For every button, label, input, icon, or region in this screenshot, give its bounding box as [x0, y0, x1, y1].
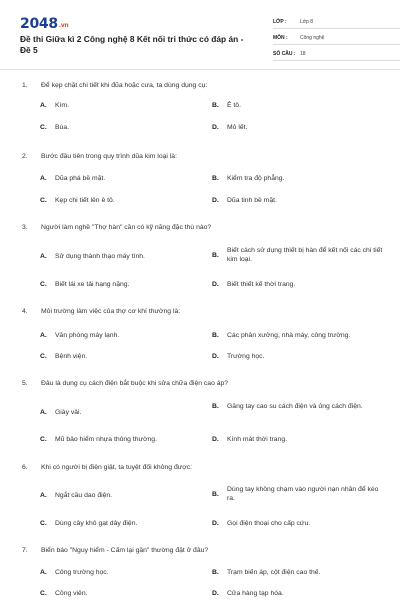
- option-letter: D.: [212, 520, 219, 527]
- option-d[interactable]: [212, 435, 387, 444]
- meta-value: Lớp 8: [300, 18, 314, 25]
- option-text: Biết thiết kế thời trang.: [227, 281, 296, 288]
- option-text: Ê tô.: [227, 102, 241, 109]
- option-d[interactable]: [212, 352, 387, 361]
- option-letter: C.: [40, 281, 47, 288]
- exam-meta: [273, 15, 400, 63]
- option-letter: A.: [40, 569, 47, 576]
- question-text: Người làm nghề "Thợ hàn" cần có kỹ năng đặc thù nào?: [41, 224, 212, 231]
- exam-title: Đề thi Giữa kì 2 Công nghệ 8 Kết nối tri thức có đáp án - Đề 5: [20, 34, 244, 55]
- option-letter: D.: [212, 353, 219, 360]
- option-letter: C.: [40, 197, 47, 204]
- option-letter: C.: [40, 520, 47, 527]
- option-a[interactable]: [40, 252, 145, 261]
- option-b[interactable]: [212, 174, 387, 183]
- option-c[interactable]: [40, 352, 87, 361]
- option-text: Găng tay cao su cách điện và ủng cách điện.: [227, 403, 363, 410]
- question-number: 2.: [22, 153, 28, 160]
- option-d[interactable]: [212, 123, 387, 132]
- question-number: 1.: [22, 82, 28, 89]
- option-text: Dùng tay không chạm vào người nạn nhân để kéo ra.: [227, 486, 379, 502]
- option-letter: B.: [212, 102, 219, 109]
- meta-key: LỚP :: [273, 18, 287, 25]
- option-a[interactable]: [40, 408, 81, 417]
- option-text: Dũa tinh bề mặt.: [227, 197, 277, 204]
- option-text: Kẹp chi tiết lên ê tô.: [55, 197, 115, 204]
- question-stem: [22, 81, 382, 91]
- option-c[interactable]: [40, 519, 137, 528]
- option-letter: B.: [212, 403, 219, 410]
- option-letter: C.: [40, 590, 47, 597]
- option-letter: B.: [212, 332, 219, 339]
- option-text: Búa.: [55, 124, 69, 131]
- option-text: Ngắt cầu dao điện.: [55, 492, 113, 499]
- option-text: Kính mát thời trang.: [227, 436, 287, 443]
- option-a[interactable]: [40, 568, 109, 577]
- question-3: [22, 223, 382, 293]
- option-letter: B.: [212, 251, 219, 259]
- meta-row-class: [273, 15, 400, 29]
- option-letter: A.: [40, 175, 47, 182]
- option-text: Gọi điện thoại cho cấp cứu.: [227, 520, 311, 527]
- option-b[interactable]: [212, 402, 387, 411]
- option-text: Bệnh viện.: [55, 353, 88, 360]
- option-letter: A.: [40, 332, 47, 339]
- option-letter: C.: [40, 124, 47, 131]
- option-text: Công trường học.: [55, 569, 109, 576]
- logo-main: 2048: [20, 16, 58, 32]
- question-number: 3.: [22, 224, 28, 231]
- option-letter: C.: [40, 353, 47, 360]
- question-stem: [22, 223, 382, 233]
- option-c[interactable]: [40, 123, 69, 132]
- option-b[interactable]: [212, 568, 387, 577]
- option-c[interactable]: [40, 280, 129, 289]
- question-1: [22, 81, 382, 141]
- option-text: Các phân xưởng, nhà máy, công trường.: [227, 332, 351, 339]
- option-letter: D.: [212, 281, 219, 288]
- option-c[interactable]: [40, 196, 115, 205]
- question-5: [22, 379, 382, 449]
- option-a[interactable]: [40, 174, 105, 183]
- option-b[interactable]: [212, 101, 387, 110]
- question-text: Biển báo "Nguy hiểm - Cấm lại gần" thường đặt ở đâu?: [41, 547, 209, 554]
- option-b[interactable]: [212, 246, 387, 264]
- question-stem: [22, 463, 382, 473]
- header-divider: [0, 69, 400, 70]
- option-d[interactable]: [212, 280, 387, 289]
- question-stem: [22, 152, 382, 162]
- option-letter: B.: [212, 569, 219, 576]
- meta-row-subject: [273, 31, 400, 45]
- option-letter: D.: [212, 124, 219, 131]
- option-letter: A.: [40, 492, 47, 499]
- option-text: Kìm.: [55, 102, 69, 109]
- question-text: Khi có người bị điện giật, ta tuyệt đối không được:: [41, 464, 193, 471]
- logo-tld: .vn: [58, 22, 69, 29]
- question-number: 6.: [22, 464, 28, 471]
- question-4: [22, 307, 382, 367]
- question-stem: [22, 546, 382, 556]
- option-letter: A.: [40, 409, 47, 416]
- meta-key: SỐ CÂU :: [273, 50, 296, 57]
- option-c[interactable]: [40, 435, 157, 444]
- option-c[interactable]: [40, 589, 88, 598]
- option-text: Dùng cây khô gạt dây điện.: [55, 520, 138, 527]
- meta-row-count: [273, 47, 400, 61]
- question-2: [22, 152, 382, 212]
- option-letter: D.: [212, 436, 219, 443]
- question-number: 7.: [22, 547, 28, 554]
- option-d[interactable]: [212, 589, 387, 598]
- exam-header: [20, 12, 380, 72]
- question-stem: [22, 379, 382, 389]
- meta-value: 18: [300, 50, 306, 57]
- question-number: 4.: [22, 308, 28, 315]
- option-text: Dũa phá bề mặt.: [55, 175, 106, 182]
- option-letter: D.: [212, 197, 219, 204]
- option-letter: A.: [40, 102, 47, 109]
- option-b[interactable]: [212, 331, 387, 340]
- option-text: Kiểm tra độ phẳng.: [227, 175, 285, 182]
- option-text: Công viên.: [55, 590, 88, 597]
- option-text: Mũ bảo hiểm nhựa thông thường.: [55, 436, 157, 443]
- question-text: Bước đầu tiên trong quy trình dũa kim loại là:: [41, 153, 177, 160]
- option-b[interactable]: [212, 485, 387, 503]
- question-number: 5.: [22, 380, 28, 387]
- option-d[interactable]: [212, 519, 387, 528]
- option-text: Văn phòng máy lạnh.: [55, 332, 120, 339]
- meta-value: Công nghệ: [300, 34, 325, 41]
- option-text: Trường học.: [227, 353, 265, 360]
- option-letter: B.: [212, 490, 219, 498]
- option-d[interactable]: [212, 196, 387, 205]
- option-letter: C.: [40, 436, 47, 443]
- option-text: Biết lái xe tải hạng nặng.: [55, 281, 130, 288]
- option-a[interactable]: [40, 101, 69, 110]
- option-a[interactable]: [40, 331, 119, 340]
- option-text: Cửa hàng tạp hóa.: [227, 590, 284, 597]
- question-text: Môi trường làm việc của thợ cơ khí thường là:: [41, 308, 181, 315]
- question-text: Để kẹp chặt chi tiết khi đũa hoặc cưa, ta dùng dụng cụ:: [41, 82, 208, 89]
- option-text: Giày vải.: [55, 409, 82, 416]
- site-logo[interactable]: [20, 16, 68, 32]
- option-a[interactable]: [40, 491, 112, 500]
- option-letter: D.: [212, 590, 219, 597]
- option-text: Mỏ lết.: [227, 124, 248, 131]
- option-text: Trạm biến áp, cột điện cao thế.: [227, 569, 321, 576]
- question-stem: [22, 307, 382, 317]
- meta-key: MÔN :: [273, 34, 288, 41]
- question-text: Đâu là dụng cụ cách điện bắt buộc khi sửa chữa điện cao áp?: [41, 380, 229, 387]
- option-text: Biết cách sử dụng thiết bị hàn để kết nối các chi tiết kim loại.: [227, 247, 383, 263]
- option-text: Sử dụng thành thạo máy tính.: [55, 253, 145, 260]
- question-6: [22, 463, 382, 533]
- option-letter: A.: [40, 253, 47, 260]
- question-7: [22, 546, 382, 600]
- option-letter: B.: [212, 175, 219, 182]
